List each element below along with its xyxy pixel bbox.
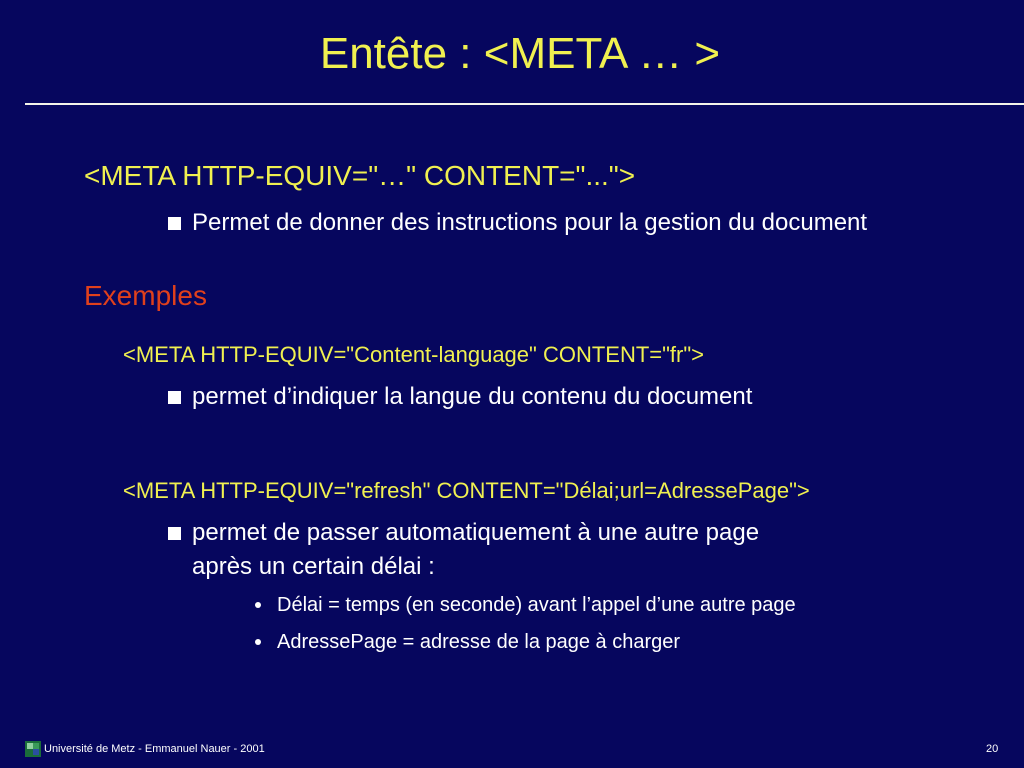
square-bullet-icon xyxy=(168,217,181,230)
square-bullet-icon xyxy=(168,527,181,540)
meta-description: Permet de donner des instructions pour la gestion du document xyxy=(192,209,868,236)
meta-syntax-heading: <META HTTP-EQUIV="…" CONTENT="..."> xyxy=(84,160,636,191)
example-refresh-description-line2: après un certain délai : xyxy=(192,553,435,580)
example-content-language-code: <META HTTP-EQUIV="Content-language" CONTENT="fr"> xyxy=(123,342,705,367)
square-bullet-icon xyxy=(168,391,181,404)
examples-heading: Exemples xyxy=(84,280,207,311)
adressepage-definition: AdressePage = adresse de la page à charger xyxy=(277,631,681,653)
example-refresh-description-line1: permet de passer automatiquement à une autre page xyxy=(192,519,760,546)
example-content-language-description: permet d’indiquer la langue du contenu du document xyxy=(192,383,753,410)
title-divider xyxy=(25,103,1024,105)
round-bullet-icon xyxy=(255,602,261,608)
footer-credit: Université de Metz - Emmanuel Nauer - 2001 xyxy=(44,743,265,755)
delai-definition: Délai = temps (en seconde) avant l’appel d’une autre page xyxy=(277,594,796,616)
page-number: 20 xyxy=(986,743,999,755)
university-logo-icon xyxy=(25,741,41,757)
example-refresh-code: <META HTTP-EQUIV="refresh" CONTENT="Délai;url=AdressePage"> xyxy=(123,478,810,503)
round-bullet-icon xyxy=(255,639,261,645)
slide-title: Entête : <META … > xyxy=(319,29,721,78)
